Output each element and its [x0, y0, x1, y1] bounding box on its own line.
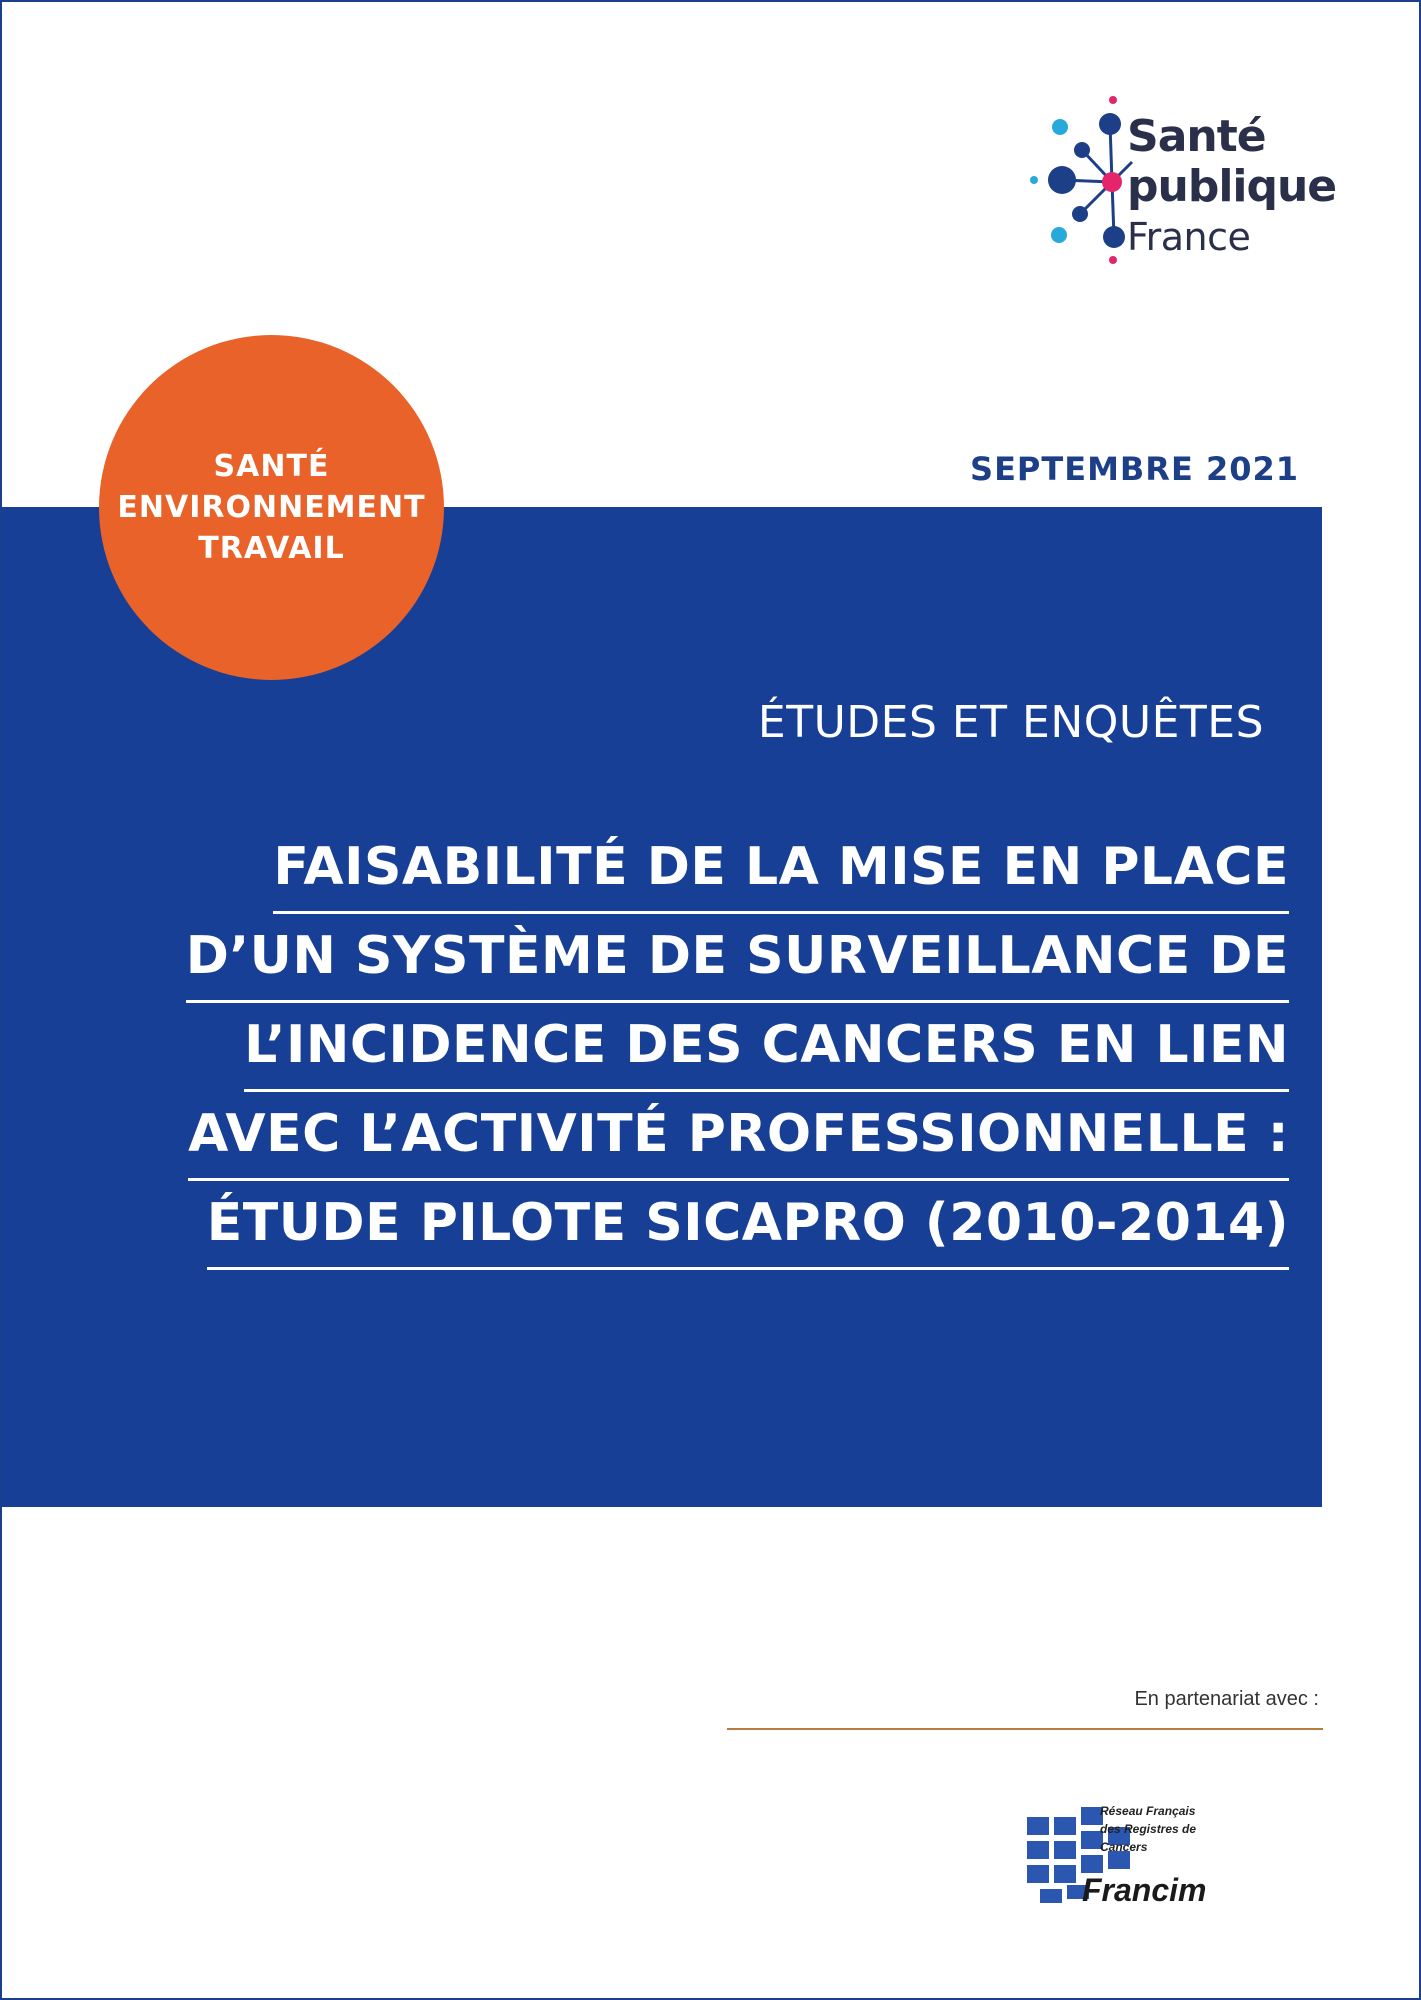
title-line-3: L’INCIDENCE DES CANCERS EN LIEN [244, 1003, 1289, 1092]
title-line-1: FAISABILITÉ DE LA MISE EN PLACE [273, 825, 1289, 914]
theme-line-1: SANTÉ [213, 449, 330, 484]
brand-line-3: France [1127, 215, 1251, 259]
publication-date: SEPTEMBRE 2021 [970, 450, 1299, 488]
francim-caption [1100, 1802, 1196, 1856]
francim-name: Francim [1082, 1872, 1207, 1908]
francim-caption-line-3: Cancers [1100, 1840, 1148, 1854]
brand-line-1: Santé [1127, 111, 1266, 162]
report-title [186, 825, 1289, 1270]
francim-caption-line-1: Réseau Français [1100, 1804, 1196, 1818]
title-line-4: AVEC L’ACTIVITÉ PROFESSIONNELLE : [188, 1092, 1289, 1181]
partner-label: En partenariat avec : [1134, 1688, 1319, 1710]
title-line-5: ÉTUDE PILOTE SICAPRO (2010-2014) [207, 1181, 1289, 1270]
francim-caption-line-2: des Registres de [1100, 1822, 1197, 1836]
title-line-2: D’UN SYSTÈME DE SURVEILLANCE DE [186, 914, 1289, 1003]
theme-badge [99, 335, 444, 680]
partner-divider [727, 1728, 1323, 1730]
brand-line-2: publique [1127, 161, 1337, 212]
theme-line-3: TRAVAIL [198, 531, 345, 566]
theme-line-2: ENVIRONNEMENT [117, 490, 426, 525]
brand-wordmark [1127, 112, 1336, 262]
collection-label: ÉTUDES ET ENQUÊTES [757, 697, 1264, 748]
